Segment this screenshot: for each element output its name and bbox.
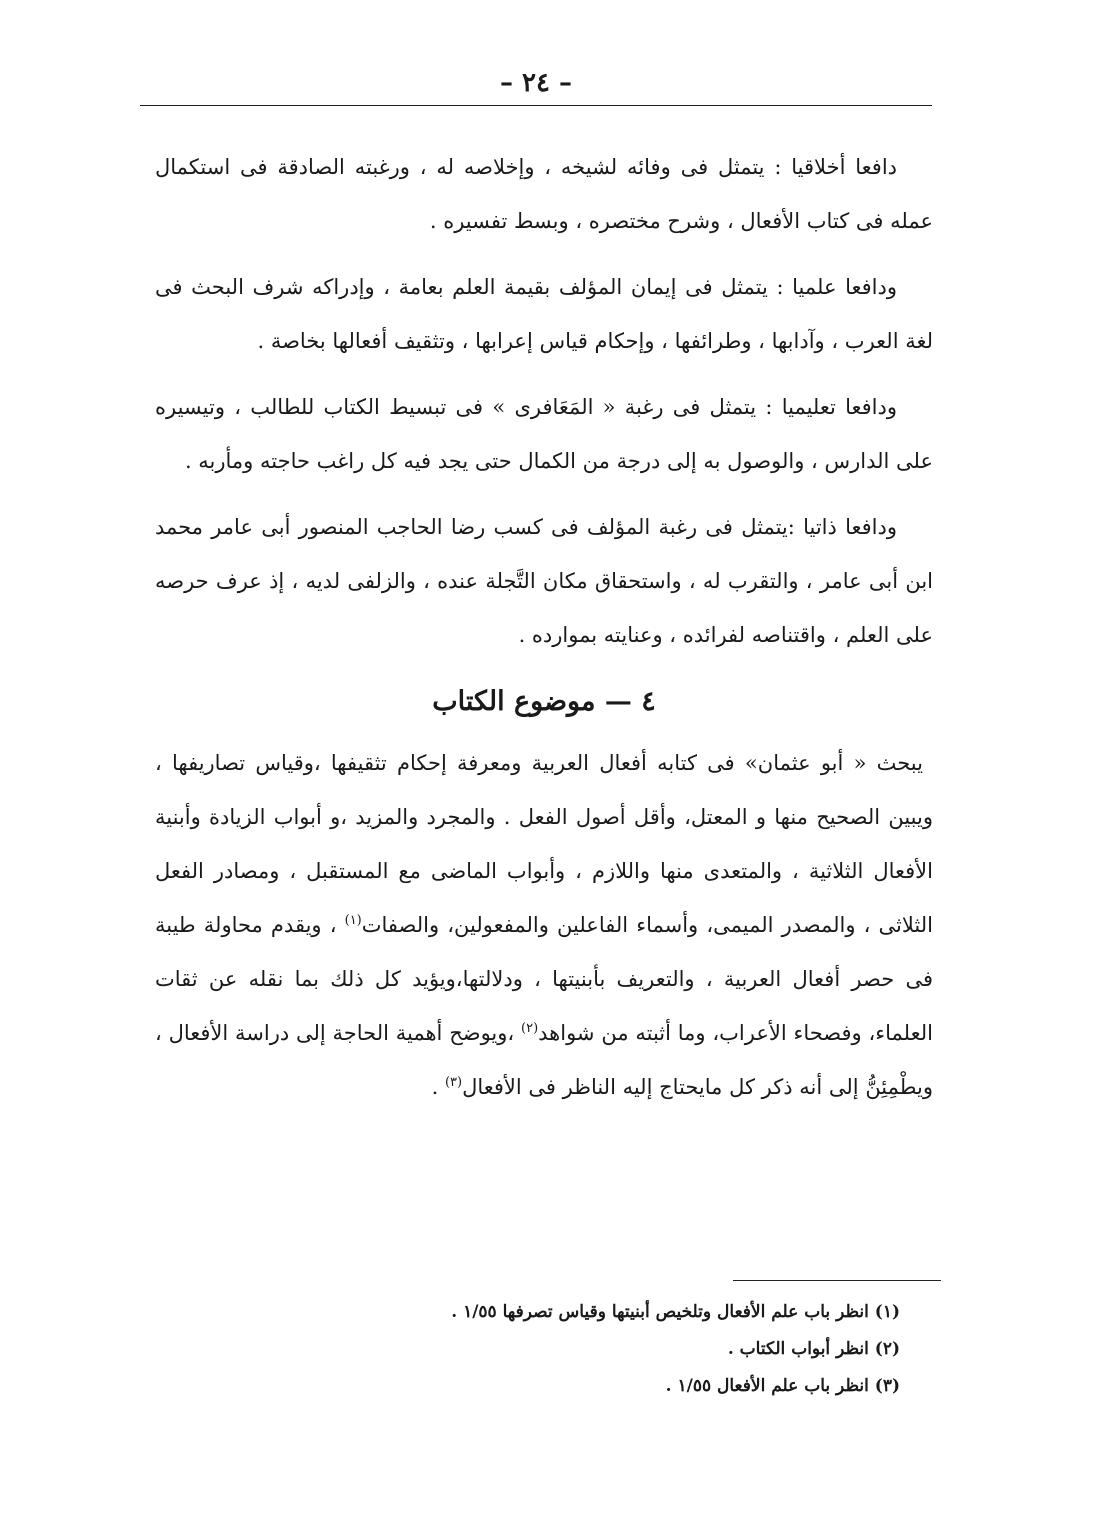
main-text: [155, 140, 933, 1114]
paragraph-educational-motive: ودافعا تعليميا : يتمثل فى رغبة « المَعَافرى » فى تبسيط الكتاب للطالب ، وتيسيره على الدارس ، والوصول به إلى درجة من الكمال حتى يجد فيه كل راغب حاجته ومأربه .: [155, 395, 933, 473]
footnote-ref-3: (٣): [444, 1075, 463, 1090]
footnote-divider: [733, 1280, 941, 1281]
footnote-3: (٣) انظر باب علم الأفعال ١/٥٥ .: [665, 1376, 900, 1396]
footnote-ref-2: (٢): [521, 1021, 539, 1036]
footnote-ref-1: (١): [344, 913, 362, 928]
section-title: ٤ — موضوع الكتاب: [432, 686, 656, 717]
subject-text-part3: ،ويوضح أهمية الحاجة إلى دراسة الأفعال ، ويطْمِئِنُّ إلى أنه ذكر كل مايحتاج إليه الناظر فى الأفعال: [155, 1021, 933, 1099]
paragraph-scientific-motive: ودافعا علميا : يتمثل فى إيمان المؤلف بقيمة العلم بعامة ، وإدراكه شرف البحث فى لغة العرب ، وآدابها ، وطرائفها ، وإحكام قياس إعرابها ، وتثقيف أفعالها بخاصة .: [155, 275, 933, 353]
subject-text-part1: يبحث « أبو عثمان» فى كتابه أفعال العربية ومعرفة إحكام تثقيفها ،وقياس تصاريفها ، ويبين الصحيح منها و المعتل، وأقل أصول الفعل . والمجرد والمزيد ،و أبواب الزيادة وأبنية الأفعال الثلاثية ، والمتعدى منها واللازم ، وأبواب الماضى مع المستقبل ، ومصادر الفعل الثلاثى ، والمصدر الميمى، وأسماء الفاعلين والمفعولين، والصفات: [155, 751, 933, 937]
footnote-1: (١) انظر باب علم الأفعال وتلخيص أبنيتها وقياس تصرفها ١/٥٥ .: [451, 1302, 900, 1322]
page-number: – ٢٤ –: [499, 68, 573, 98]
footnote-2: (٢) انظر أبواب الكتاب .: [727, 1339, 900, 1359]
paragraph-personal-motive: ودافعا ذاتيا :يتمثل فى رغبة المؤلف فى كسب رضا الحاجب المنصور أبى عامر محمد ابن أبى عامر ، والتقرب له ، واستحقاق مكان التَّجلة عنده ، والزلفى لديه ، إذ عرف حرصه على العلم ، واقتناصه لفرائده ، وعنايته بموارده .: [155, 515, 933, 647]
paragraph-ethical-motive: دافعا أخلاقيا : يتمثل فى وفائه لشيخه ، وإخلاصه له ، ورغبته الصادقة فى استكمال عمله فى كتاب الأفعال ، وشرح مختصره ، وبسط تفسيره .: [155, 155, 933, 233]
subject-text-end: .: [431, 1075, 439, 1099]
paragraph-book-subject: [155, 736, 933, 1114]
header-divider: [140, 105, 932, 106]
footnotes: [260, 1294, 900, 1405]
subject-text-part2: ، ويقدم محاولة طيبة فى حصر أفعال العربية ، والتعريف بأبنيتها ، ودلالتها،ويؤيد كل ذلك بما نقله عن ثقات العلماء، وفصحاء الأعراب، وما أثبته من شواهد: [155, 913, 933, 1045]
